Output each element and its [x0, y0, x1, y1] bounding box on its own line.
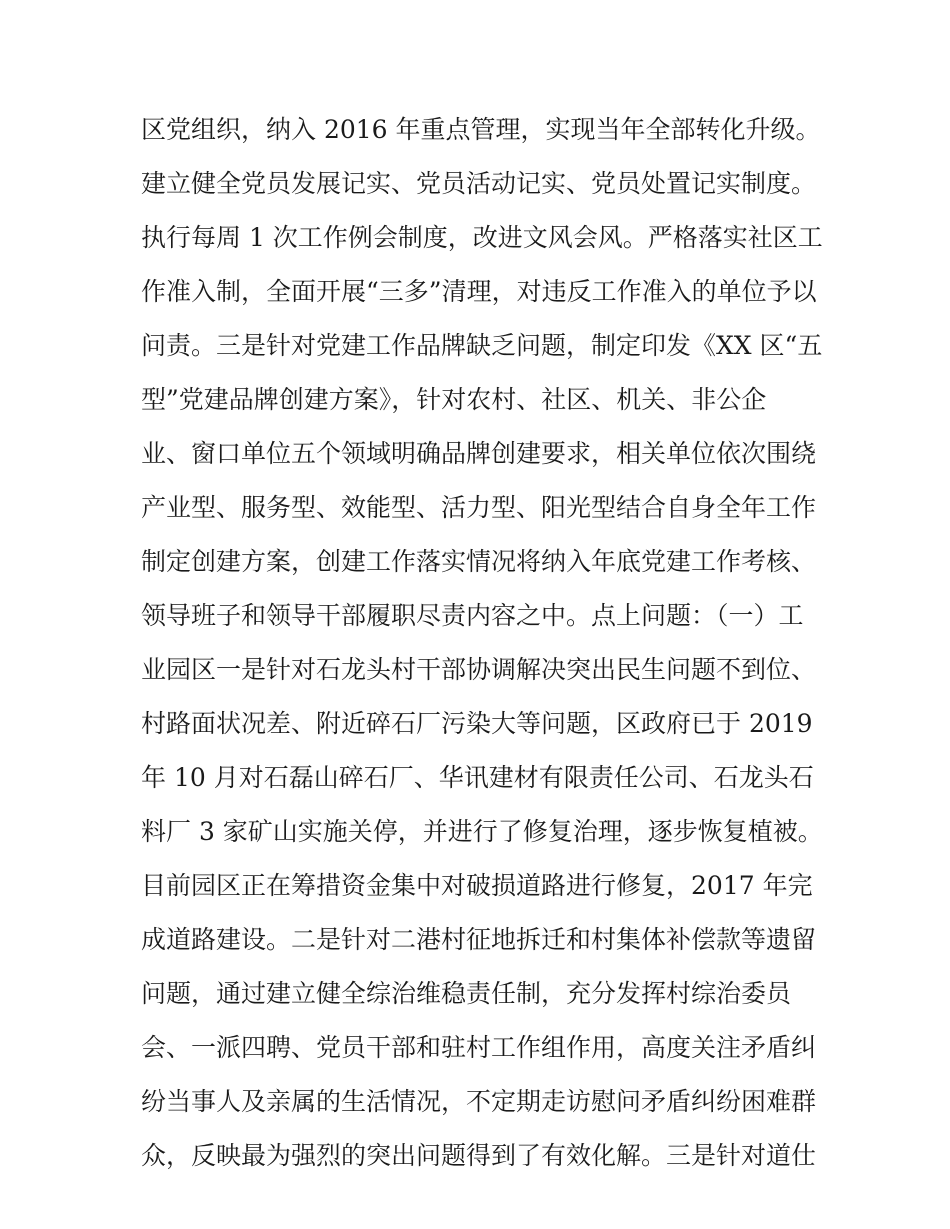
text-line-12: 村路面状况差、附近碎石厂污染大等问题，区政府已于 2019 [141, 709, 813, 738]
text-line-13: 年 10 月对石磊山碎石厂、华讯建材有限责任公司、石龙头石 [141, 763, 814, 792]
text-line-15: 目前园区正在筹措资金集中对破损道路进行修复，2017 年完 [141, 871, 813, 900]
text-line-14: 料厂 3 家矿山实施关停，并进行了修复治理，逐步恢复植被。 [141, 817, 823, 846]
text-line-7: 业、窗口单位五个领域明确品牌创建要求，相关单位依次围绕 [141, 439, 817, 468]
text-line-11: 业园区一是针对石龙头村干部协调解决突出民生问题不到位、 [141, 655, 817, 684]
text-line-10: 领导班子和领导干部履职尽责内容之中。点上问题：（一）工 [141, 601, 804, 630]
text-line-2: 建立健全党员发展记实、党员活动记实、党员处置记实制度。 [141, 169, 817, 198]
text-line-5: 问责。三是针对党建工作品牌缺乏问题，制定印发《XX 区“五 [141, 331, 823, 360]
text-line-20: 众，反映最为强烈的突出问题得到了有效化解。三是针对道仕 [141, 1141, 817, 1170]
text-line-17: 问题，通过建立健全综治维稳责任制，充分发挥村综治委员 [141, 979, 792, 1008]
text-line-3: 执行每周 1 次工作例会制度，改进文风会风。严格落实社区工 [141, 223, 823, 252]
text-line-18: 会、一派四聘、党员干部和驻村工作组作用，高度关注矛盾纠 [141, 1033, 817, 1062]
text-line-4: 作准入制，全面开展“三多”清理，对违反工作准入的单位予以 [141, 277, 817, 306]
text-line-1: 区党组织，纳入 2016 年重点管理，实现当年全部转化升级。 [141, 115, 821, 144]
text-line-6: 型”党建品牌创建方案》，针对农村、社区、机关、非公企 [141, 385, 767, 414]
text-line-8: 产业型、服务型、效能型、活力型、阳光型结合自身全年工作 [141, 493, 817, 522]
body-text [141, 103, 821, 1183]
text-line-9: 制定创建方案，创建工作落实情况将纳入年底党建工作考核、 [141, 547, 817, 576]
text-line-16: 成道路建设。二是针对二港村征地拆迁和村集体补偿款等遗留 [141, 925, 817, 954]
text-line-19: 纷当事人及亲属的生活情况，不定期走访慰问矛盾纠纷困难群 [141, 1087, 817, 1116]
